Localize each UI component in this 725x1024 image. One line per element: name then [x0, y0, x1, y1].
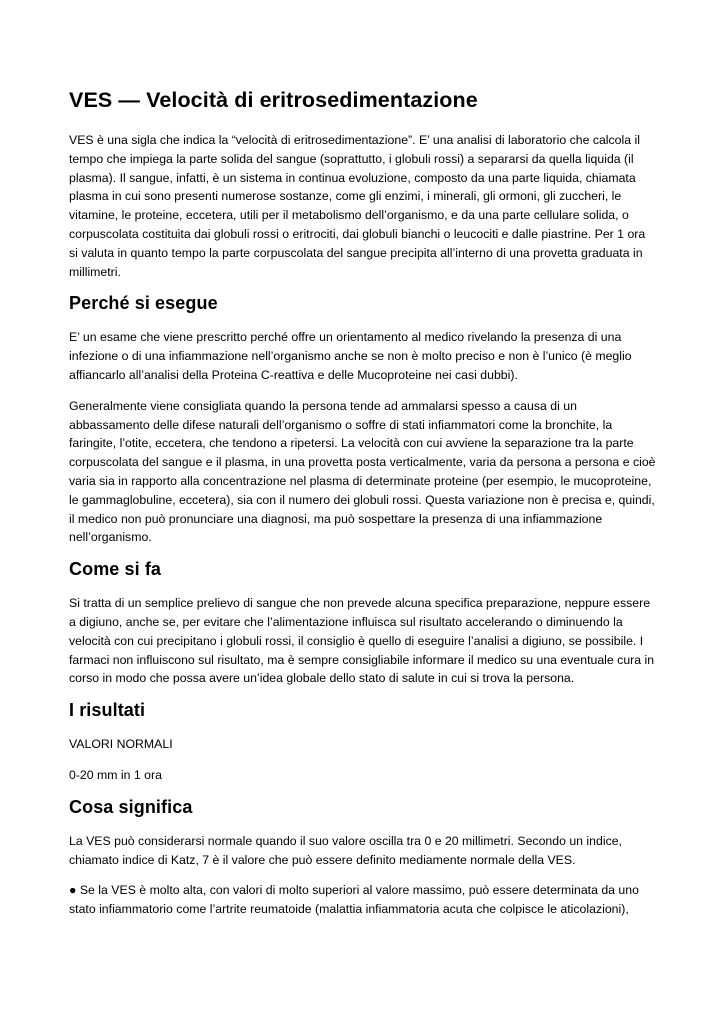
normal-values-label: VALORI NORMALI [69, 737, 173, 752]
perche-paragraph-2: Generalmente viene consigliata quando la persona tende ad ammalarsi spesso a causa di un abbassamento delle difese naturali dell’organismo o soffre di stati infiammatori come la bronchite, la faringite, l’otite, eccetera, che tendono a ripetersi. La velocità con cui avviene la separazione tra la parte corpuscolata del sangue e il plasma, in una provetta posta verticalmente, varia da persona a persona e cioè varia sia in rapporto alla concentrazione nel plasma di determinate proteine (per esempio, le mucoproteine, le gammaglobuline, eccetera), sia con il numero dei globuli rossi. Questa variazione non è precisa e, quindi, il medico non può pronunciare una diagnosi, ma può sospettare la presenza di una infiammazione nell’organismo. [69, 398, 656, 545]
section-heading-come: Come si fa [69, 559, 162, 580]
perche-paragraph-1: E’ un esame che viene prescritto perché offre un orientamento al medico rivelando la presenza di una infezione o di una infiammazione nell’organismo anche se non è molto preciso e non è l’unico (è meglio affiancarlo all’analisi della Proteina C-reattiva e delle Mucoproteine nei casi dubbi). [69, 330, 632, 382]
section-heading-risultati: I risultati [69, 700, 146, 721]
come-paragraph-1: Si tratta di un semplice prelievo di sangue che non prevede alcuna specifica preparazione, neppure essere a digiuno, anche se, per evitare che l’alimentazione influisca sul risultato accelerando o diminuendo la velocità con cui precipitano i globuli rossi, il consiglio è quello di eseguire l’analisi a digiuno, se possibile. I farmaci non influiscono sul risultato, ma è sempre consigliabile informare il medico su una eventuale cura in corso in modo che possa avere un’idea globale dello stato di salute in cui si trova la persona. [69, 596, 655, 686]
intro-paragraph: VES è una sigla che indica la “velocità di eritrosedimentazione”. E’ una analisi di laboratorio che calcola il tempo che impiega la parte solida del sangue (soprattutto, i globuli rossi) a separarsi da quella liquida (il plasma). Il sangue, infatti, è un sistema in continua evoluzione, composto da una parte liquida, chiamata plasma in cui sono presenti numerose sostanze, come gli enzimi, i minerali, gli ormoni, gli zuccheri, le vitamine, le proteine, eccetera, utili per il metabolismo dell’organismo, e da una parte cellulare solida, o corpuscolata costituita dai globuli rossi o eritrociti, dai globuli bianchi o leucociti e dalle piastrine. Per 1 ora si valuta in quanto tempo la parte corpuscolata del sangue precipita all’interno di una provetta graduata in millimetri. [69, 133, 646, 279]
page-title: VES — Velocità di eritrosedimentazione [69, 88, 478, 112]
section-heading-significa: Cosa significa [69, 796, 193, 817]
section-heading-perche: Perché si esegue [69, 293, 218, 314]
normal-values-range: 0-20 mm in 1 ora [69, 767, 162, 782]
significa-paragraph-1: La VES può considerarsi normale quando il suo valore oscilla tra 0 e 20 millimetri. Secondo un indice, chiamato indice di Katz, 7 è il valore che può essere definito mediamente normale della VES. [69, 833, 622, 867]
significa-bullet-1: ● Se la VES è molto alta, con valori di molto superiori al valore massimo, può essere determinata da uno stato infiammatorio come l’artrite reumatoide (malattia infiammatoria acuta che colpisce le aticolazioni), [69, 883, 639, 917]
